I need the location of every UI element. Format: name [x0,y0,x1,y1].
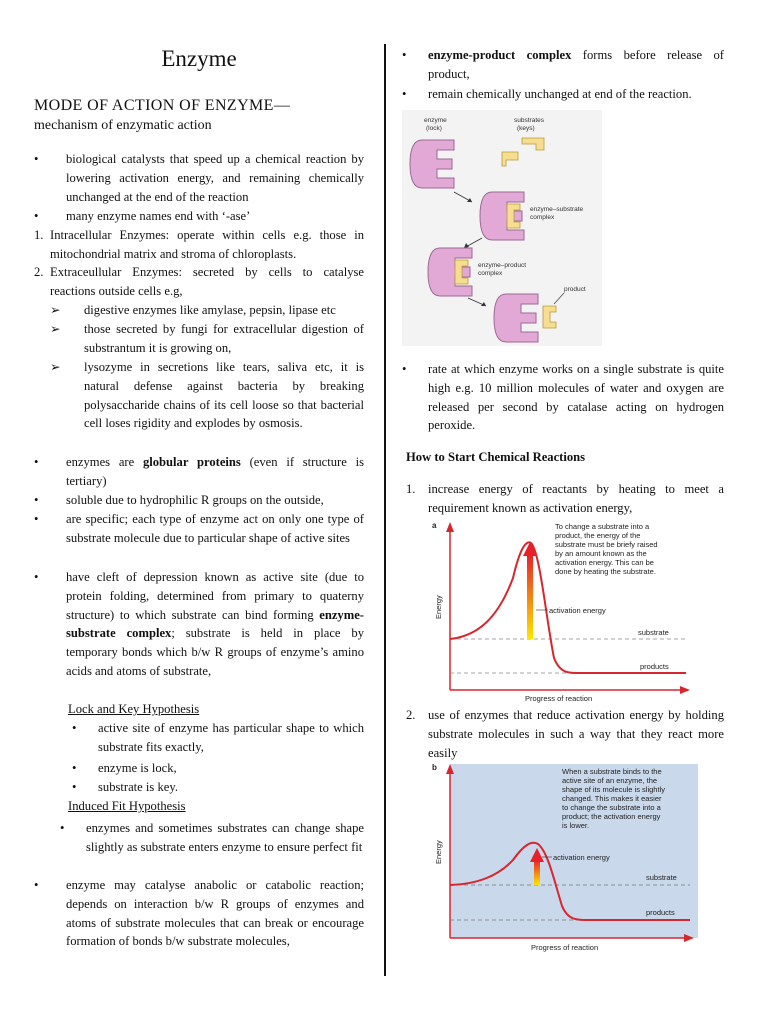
mode-subheading: mechanism of enzymatic action [34,118,212,133]
product-label: product [564,286,586,293]
y-axis-label: Energy [434,595,443,619]
activation-energy-label: activation energy [553,853,610,862]
list-item: • active site of enzyme has particular shape to which substrate fits exactly, [72,721,364,754]
list-item: • biological catalysts that speed up a chemical reaction by lowering activation energy, and remaining chemically unchanged at the end of the reaction [34,152,364,204]
substrate-label: substrate [646,873,677,882]
arrow-bullet-icon: ➢ [50,322,61,336]
list-item: • have cleft of depression known as active site (due to protein folding, determined from primary to quaterny structure) to which substrate can bind forming enzyme-substrate complex; substrate is held in place by temporary bonds which b/w R groups of enzyme’s amino acids and atoms of substrate, [34,570,364,678]
substrates-label: substrates [514,117,544,124]
panel-label-a: a [432,521,437,530]
x-axis-label: Progress of reaction [531,943,599,952]
graph-note-line: product; the activation energy [562,812,661,821]
enzyme-shape [494,294,538,342]
activation-energy-bar [527,554,533,639]
energy-graph-b [428,760,700,954]
bullet-icon: • [34,493,39,507]
numbered-item: 1. increase energy of reactants by heating to meet a requirement known as activation energy, [406,482,724,515]
lock-label: (lock) [426,125,442,132]
list-item: • remain chemically unchanged at end of the reaction. [402,85,724,104]
bullet-icon: • [72,761,77,775]
list-item: ➢ those secreted by fungi for extracellular digestion of substrantum it is growing on, [50,322,364,355]
graph-note-line: by an amount known as the [555,549,647,558]
enzyme-shape [428,248,472,296]
x-axis-arrow-icon [680,686,690,694]
activation-energy-label: activation energy [549,606,606,615]
list-item: • soluble due to hydrophilic R groups on the outside, [34,491,364,510]
graph-note-line: to change the substrate into a [562,803,661,812]
list-item: • are specific; each type of enzyme act on only one type of substrate molecule due to particular shape of active sites [34,512,364,545]
energy-graph-a [428,518,696,704]
graph-note-line: done by heating the substrate. [555,567,656,576]
ep-complex-label-2: complex [478,270,503,277]
bullet-icon: • [34,455,39,469]
ep-complex-label: enzyme–product [478,262,527,269]
bullet-icon: • [72,721,77,735]
x-axis-label: Progress of reaction [525,694,593,703]
graph-note-line: product, the energy of the [555,531,641,540]
arrow-bullet-icon: ➢ [50,360,61,374]
list-item: ➢ digestive enzymes like amylase, pepsin, lipase etc [50,301,364,320]
graph-note-line: activation energy. This can be [555,558,654,567]
graph-note-line: active site of an enzyme, the [562,776,658,785]
graph-note-line: is lower. [562,821,590,830]
bullet-icon: • [402,48,407,62]
bullet-icon: • [34,209,39,223]
list-item: • enzyme may catalyse anabolic or catabolic reaction; depends on interaction b/w R groups of enzymes and atoms of substrate molecules that can break or encourage formation of bonds b/w substrate molecules, [34,878,364,949]
column-divider [384,44,386,976]
list-item: • enzymes are globular proteins (even if structure is tertiary) [34,455,364,488]
numbered-item: 2. use of enzymes that reduce activation energy by holding substrate molecules in such a way that they react more easily [406,708,724,760]
list-item: • rate at which enzyme works on a single substrate is quite high e.g. 10 million molecules of water and oxygen are released per second by catalase acting on hydrogen peroxide. [402,362,724,433]
y-axis-arrow-icon [446,522,454,532]
page-title: Enzyme [161,46,237,71]
bullet-icon: • [402,87,407,101]
products-label: products [646,908,675,917]
es-complex-label-2: complex [530,214,555,221]
section-heading [34,96,364,136]
list-item: ➢ lysozyme in secretions like tears, saliva etc, it is natural defense against bacteria by breaking polysaccharide chains of its cell loose so that bacterial cell loses rigidity and explodes by osmosis. [50,360,364,431]
mode-heading: MODE OF ACTION OF ENZYME— [34,97,291,114]
enzyme-shape [410,140,454,188]
products-label: products [640,662,669,671]
lock-key-diagram [402,110,602,346]
how-to-start-heading: How to Start Chemical Reactions [406,450,586,464]
induced-fit-heading: Induced Fit Hypothesis [68,799,186,813]
bullet-icon: • [34,570,39,584]
enzyme-shape [480,192,524,240]
bullet-icon: • [60,821,65,835]
bullet-icon: • [34,878,39,892]
graph-note-line: When a substrate binds to the [562,767,662,776]
bullet-icon: • [402,362,407,376]
bullet-icon: • [34,512,39,526]
y-axis-label: Energy [434,840,443,864]
activation-energy-bar [534,860,540,885]
graph-note-line: shape of its molecule is slightly [562,785,665,794]
list-item: • substrate is key. [72,778,364,797]
es-complex-label: enzyme–substrate [530,206,584,213]
numbered-item: 2. Extraceullular Enzymes: secreted by cells to catalyse reactions outside cells e.g, [34,265,364,298]
enzyme-label: enzyme [424,117,447,124]
list-item: • enzyme is lock, [72,759,364,778]
lock-key-heading: Lock and Key Hypothesis [68,702,200,716]
substrate-label: substrate [638,628,669,637]
graph-note-line: changed. This makes it easier [562,794,662,803]
bullet-icon: • [34,152,39,166]
numbered-item: 1. Intracellular Enzymes: operate within cells e.g. those in mitochondrial matrix and stroma of chloroplasts. [34,228,364,261]
graph-note-line: To change a substrate into a [555,522,650,531]
list-item: • enzyme-product complex forms before release of product, [402,48,724,81]
keys-label: (keys) [517,125,535,132]
panel-label-b: b [432,763,437,772]
arrow-bullet-icon: ➢ [50,303,61,317]
list-item: • enzymes and sometimes substrates can change shape slightly as substrate enters enzyme to ensure perfect fit [60,821,364,854]
graph-note-line: substrate must be briefy raised [555,540,658,549]
bullet-icon: • [72,780,77,794]
list-item: • many enzyme names end with ‘-ase’ [34,207,364,226]
